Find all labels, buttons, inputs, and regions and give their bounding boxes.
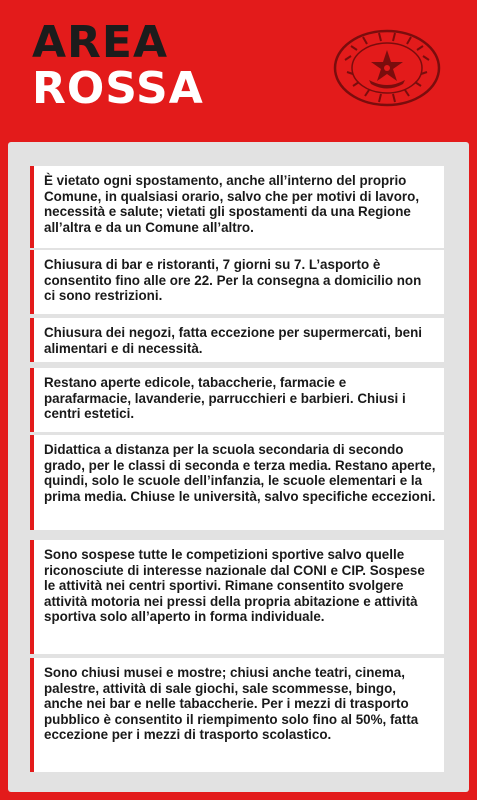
- rule-text: Sono sospese tutte le competizioni sportive salvo quelle riconosciute di interesse nazionale dal CONI e CIP. Sospese le attività nei centri sportivi. Rimane consentito svolgere attività motoria nei pressi della propria abitazione e attività sportiva solo all’aperto in forma individuale.: [44, 547, 425, 624]
- rule-text: Didattica a distanza per la scuola secondaria di secondo grado, per le classi di seconda e terza media. Restano aperte, quindi, solo le scuole dell’infanzia, le scuole elementari e la prima media. Chiuse le università, salvo specifiche eccezioni.: [44, 442, 436, 504]
- rule-text: È vietato ogni spostamento, anche all’interno del proprio Comune, in qualsiasi orario, salvo che per motivi di lavoro, necessità e salute; vietati gli spostamenti da una Regione all’altra e da un Comune all’altro.: [44, 173, 420, 235]
- repubblica-italiana-emblem-icon: [331, 28, 443, 108]
- rule-card-movement: [30, 166, 444, 248]
- title-line-area: AREA: [32, 17, 169, 68]
- rule-text: Sono chiusi musei e mostre; chiusi anche teatri, cinema, palestre, attività di sale giochi, sale scommesse, bingo, anche nei bar e nelle tabaccherie. Per i mezzi di trasporto pubblico è consentito il riempimento solo fino al 50%, fatta eccezione per i mezzi di trasporto scolastico.: [44, 665, 419, 742]
- rule-card-culture-transport: [30, 658, 444, 772]
- rule-card-shops: [30, 318, 444, 362]
- title-line-rossa: ROSSA: [32, 63, 204, 114]
- rule-card-sports: [30, 540, 444, 654]
- rule-card-schools: [30, 435, 444, 530]
- page-title: [32, 17, 204, 114]
- rule-card-open-services: [30, 368, 444, 432]
- rule-card-bars-restaurants: [30, 250, 444, 314]
- rule-text: Restano aperte edicole, tabaccherie, farmacie e parafarmacie, lavanderie, parrucchieri e barbieri. Chiusi i centri estetici.: [44, 375, 406, 421]
- rule-text: Chiusura dei negozi, fatta eccezione per supermercati, beni alimentari e di necessità.: [44, 325, 423, 356]
- rule-text: Chiusura di bar e ristoranti, 7 giorni su 7. L’asporto è consentito fino alle ore 22. Per la consegna a domicilio non ci sono restrizioni.: [44, 257, 422, 303]
